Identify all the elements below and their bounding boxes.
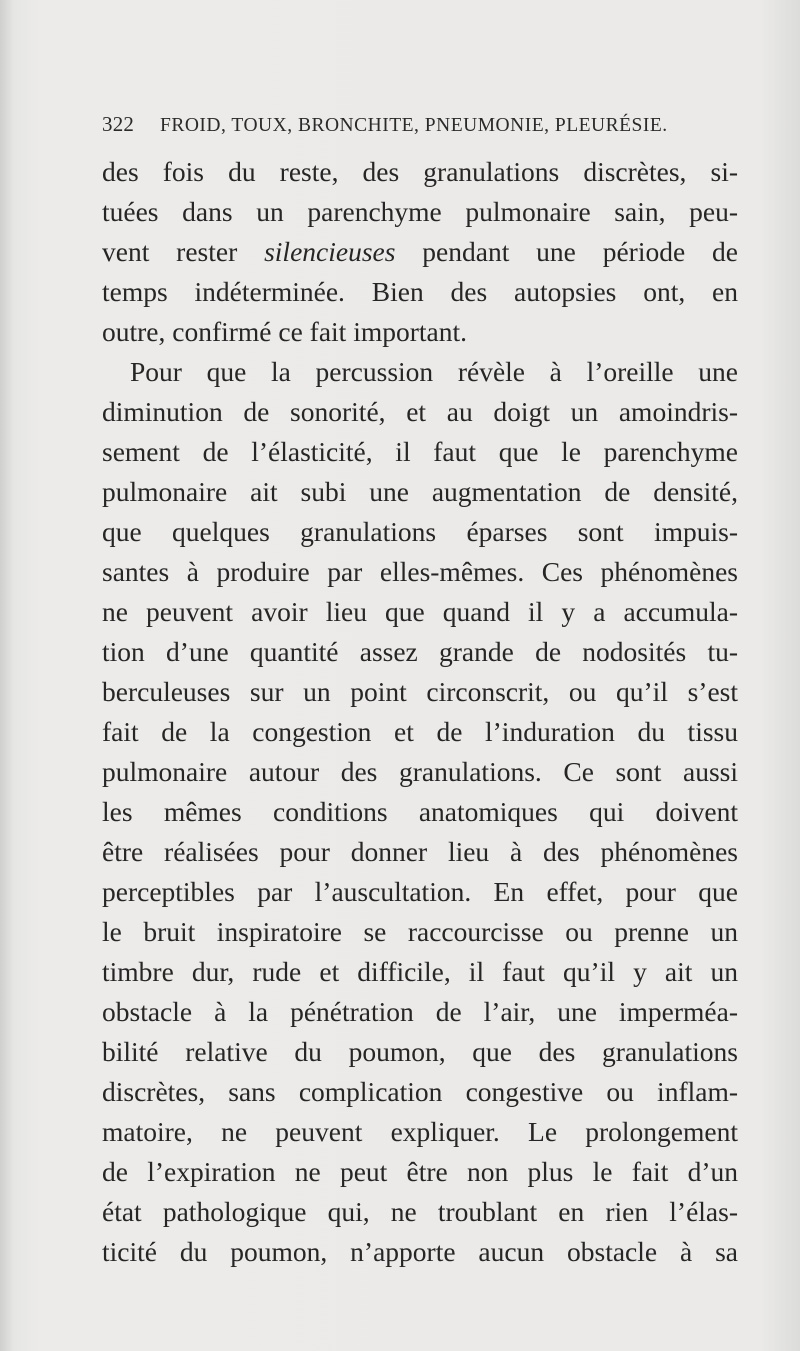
running-title: FROID, TOUX, BRONCHITE, PNEUMONIE, PLEURÉSIE. [160, 115, 668, 136]
text-line: outre, confirmé ce fait important. [102, 316, 467, 347]
text-line: pulmonaire ait subi une augmentation de densité, [102, 476, 738, 507]
text-line: sement de l’élasticité, il faut que le parenchyme [102, 436, 738, 467]
text-line: des fois du reste, des granulations discrètes, si- [102, 156, 738, 187]
text-line: que quelques granulations éparses sont impuis- [102, 516, 738, 547]
text-line: bilité relative du poumon, que des granulations [102, 1036, 738, 1067]
text-line: ticité du poumon, n’apporte aucun obstacle à sa [102, 1236, 738, 1267]
text-line: berculeuses sur un point circonscrit, ou qu’il s’est [102, 676, 738, 707]
text-line [102, 232, 738, 272]
text-segment: vent rester [102, 236, 265, 267]
text-line: matoire, ne peuvent expliquer. Le prolongement [102, 1116, 738, 1147]
text-line: les mêmes conditions anatomiques qui doivent [102, 796, 738, 827]
page-number: 322 [102, 112, 135, 136]
text-line: de l’expiration ne peut être non plus le fait d’un [102, 1156, 738, 1187]
text-line: le bruit inspiratoire se raccourcisse ou prenne un [102, 916, 738, 947]
text-line: pulmonaire autour des granulations. Ce sont aussi [102, 756, 738, 787]
text-line: perceptibles par l’auscultation. En effet, pour que [102, 876, 738, 907]
text-line: tion d’une quantité assez grande de nodosités tu- [102, 636, 738, 667]
text-line: tuées dans un parenchyme pulmonaire sain, peu- [102, 196, 738, 227]
body-text [102, 152, 738, 1272]
text-line: timbre dur, rude et difficile, il faut qu’il y ait un [102, 956, 738, 987]
text-line: état pathologique qui, ne troublant en rien l’élas- [102, 1196, 738, 1227]
text-line: temps indéterminée. Bien des autopsies ont, en [102, 276, 738, 307]
paragraph-start-line: Pour que la percussion révèle à l’oreille une [130, 356, 738, 387]
text-line: diminution de sonorité, et au doigt un amoindris- [102, 396, 738, 427]
text-line: fait de la congestion et de l’induration du tissu [102, 716, 738, 747]
text-line: obstacle à la pénétration de l’air, une imperméa- [102, 996, 738, 1027]
text-line: ne peuvent avoir lieu que quand il y a accumula- [102, 596, 738, 627]
text-segment: pendant une période de [395, 236, 738, 267]
italic-word: silencieuses [264, 236, 396, 267]
text-line: discrètes, sans complication congestive ou inflam- [102, 1076, 738, 1107]
text-line: santes à produire par elles-mêmes. Ces phénomènes [102, 556, 738, 587]
text-line: être réalisées pour donner lieu à des phénomènes [102, 836, 738, 867]
page-header [102, 112, 742, 144]
